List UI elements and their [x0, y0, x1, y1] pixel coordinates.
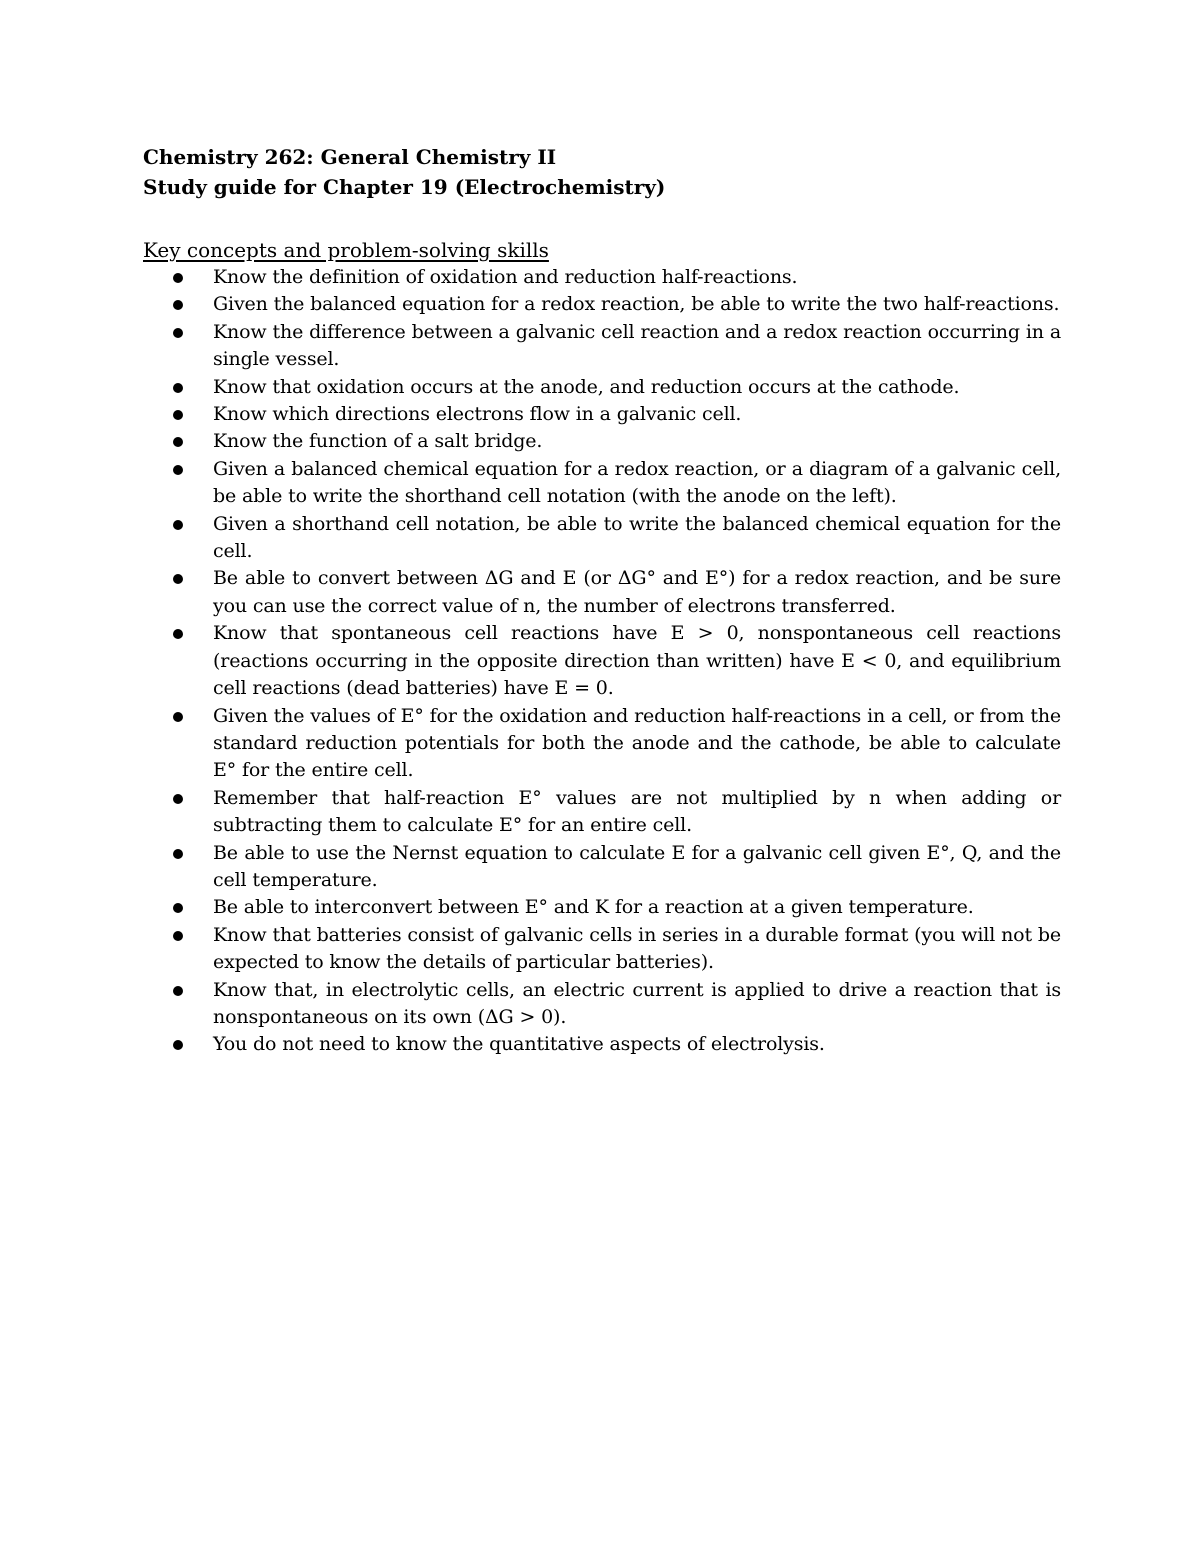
list-item: [143, 1031, 1061, 1058]
list-item-text: Know that oxidation occurs at the anode, and reduction occurs at the cathode.: [213, 375, 960, 398]
list-item: [143, 565, 1061, 620]
list-item: [143, 840, 1061, 895]
list-item-text: Given a shorthand cell notation, be able to write the balanced chemical equation for the cell.: [213, 512, 1061, 563]
document-content: [143, 142, 1061, 1059]
list-item: [143, 401, 1061, 428]
list-item-text: Be able to interconvert between E° and K for a reaction at a given temperature.: [213, 896, 974, 919]
list-item: [143, 894, 1061, 921]
bullet-icon: [173, 931, 183, 941]
bullet-icon: [173, 1040, 183, 1050]
list-item: [143, 374, 1061, 401]
study-guide-title: Study guide for Chapter 19 (Electrochemistry): [143, 175, 666, 199]
bullet-icon: [173, 986, 183, 996]
list-item: [143, 922, 1061, 977]
list-item-text: Be able to use the Nernst equation to calculate E for a galvanic cell given E°, Q, and the cell temperature.: [213, 841, 1061, 891]
bullet-icon: [173, 383, 183, 393]
bullet-icon: [173, 794, 183, 804]
list-item: [143, 703, 1061, 785]
bullet-icon: [173, 410, 183, 420]
list-item-text: Know the definition of oxidation and reduction half-reactions.: [213, 266, 798, 288]
list-item-text: Know that batteries consist of galvanic cells in series in a durable format (you will not be expected to know the details of particular batteries).: [213, 923, 1061, 974]
list-item-text: Know the function of a salt bridge.: [213, 430, 543, 453]
bullet-icon: [173, 520, 183, 530]
bullet-icon: [173, 903, 183, 913]
list-item: [143, 511, 1061, 566]
list-item-text: Know which directions electrons flow in a galvanic cell.: [213, 403, 742, 426]
bullet-icon: [173, 273, 183, 283]
bullet-icon: [173, 437, 183, 447]
bullet-icon: [173, 574, 183, 584]
list-item: [143, 977, 1061, 1032]
list-item-text: Given a balanced chemical equation for a redox reaction, or a diagram of a galvanic cell, be able to write the shorthand cell notation (with the anode on the left).: [213, 457, 1061, 508]
list-item-text: Remember that half-reaction E° values are not multiplied by n when adding or subtracting them to calculate E° for an entire cell.: [213, 786, 1061, 837]
list-item-text: Be able to convert between ΔG and E (or ΔG° and E°) for a redox reaction, and be sure you can use the correct value of n, the number of electrons transferred.: [213, 567, 1061, 617]
list-item: [143, 264, 1061, 291]
section-heading: Key concepts and problem-solving skills: [143, 238, 549, 262]
list-item-text: Know the difference between a galvanic cell reaction and a redox reaction occurring in a single vessel.: [213, 320, 1061, 371]
bullet-icon: [173, 629, 183, 639]
list-item: [143, 456, 1061, 511]
list-item-text: Given the balanced equation for a redox reaction, be able to write the two half-reactions.: [213, 293, 1060, 316]
list-item: [143, 319, 1061, 374]
course-title: Chemistry 262: General Chemistry II: [143, 145, 557, 169]
bullet-icon: [173, 328, 183, 338]
list-item: [143, 620, 1061, 702]
list-item: [143, 291, 1061, 318]
list-item: [143, 785, 1061, 840]
bullet-icon: [173, 300, 183, 310]
bullet-icon: [173, 465, 183, 475]
list-item-text: You do not need to know the quantitative aspects of electrolysis.: [213, 1033, 825, 1056]
list-item-text: Given the values of E° for the oxidation and reduction half-reactions in a cell, or from the standard reduction potentials for both the anode and the cathode, be able to calculate E° for the entire cell.: [213, 704, 1061, 782]
list-item: [143, 428, 1061, 455]
bullet-icon: [173, 712, 183, 722]
list-item-text: Know that spontaneous cell reactions have E > 0, nonspontaneous cell reactions (reactions occurring in the opposite direction than written) have E < 0, and equilibrium cell reactions (dead batteries) have E = 0.: [213, 622, 1061, 700]
concepts-list: [143, 264, 1061, 1059]
list-item-text: Know that, in electrolytic cells, an electric current is applied to drive a reaction that is nonspontaneous on its own (ΔG > 0).: [213, 978, 1061, 1028]
bullet-icon: [173, 849, 183, 859]
